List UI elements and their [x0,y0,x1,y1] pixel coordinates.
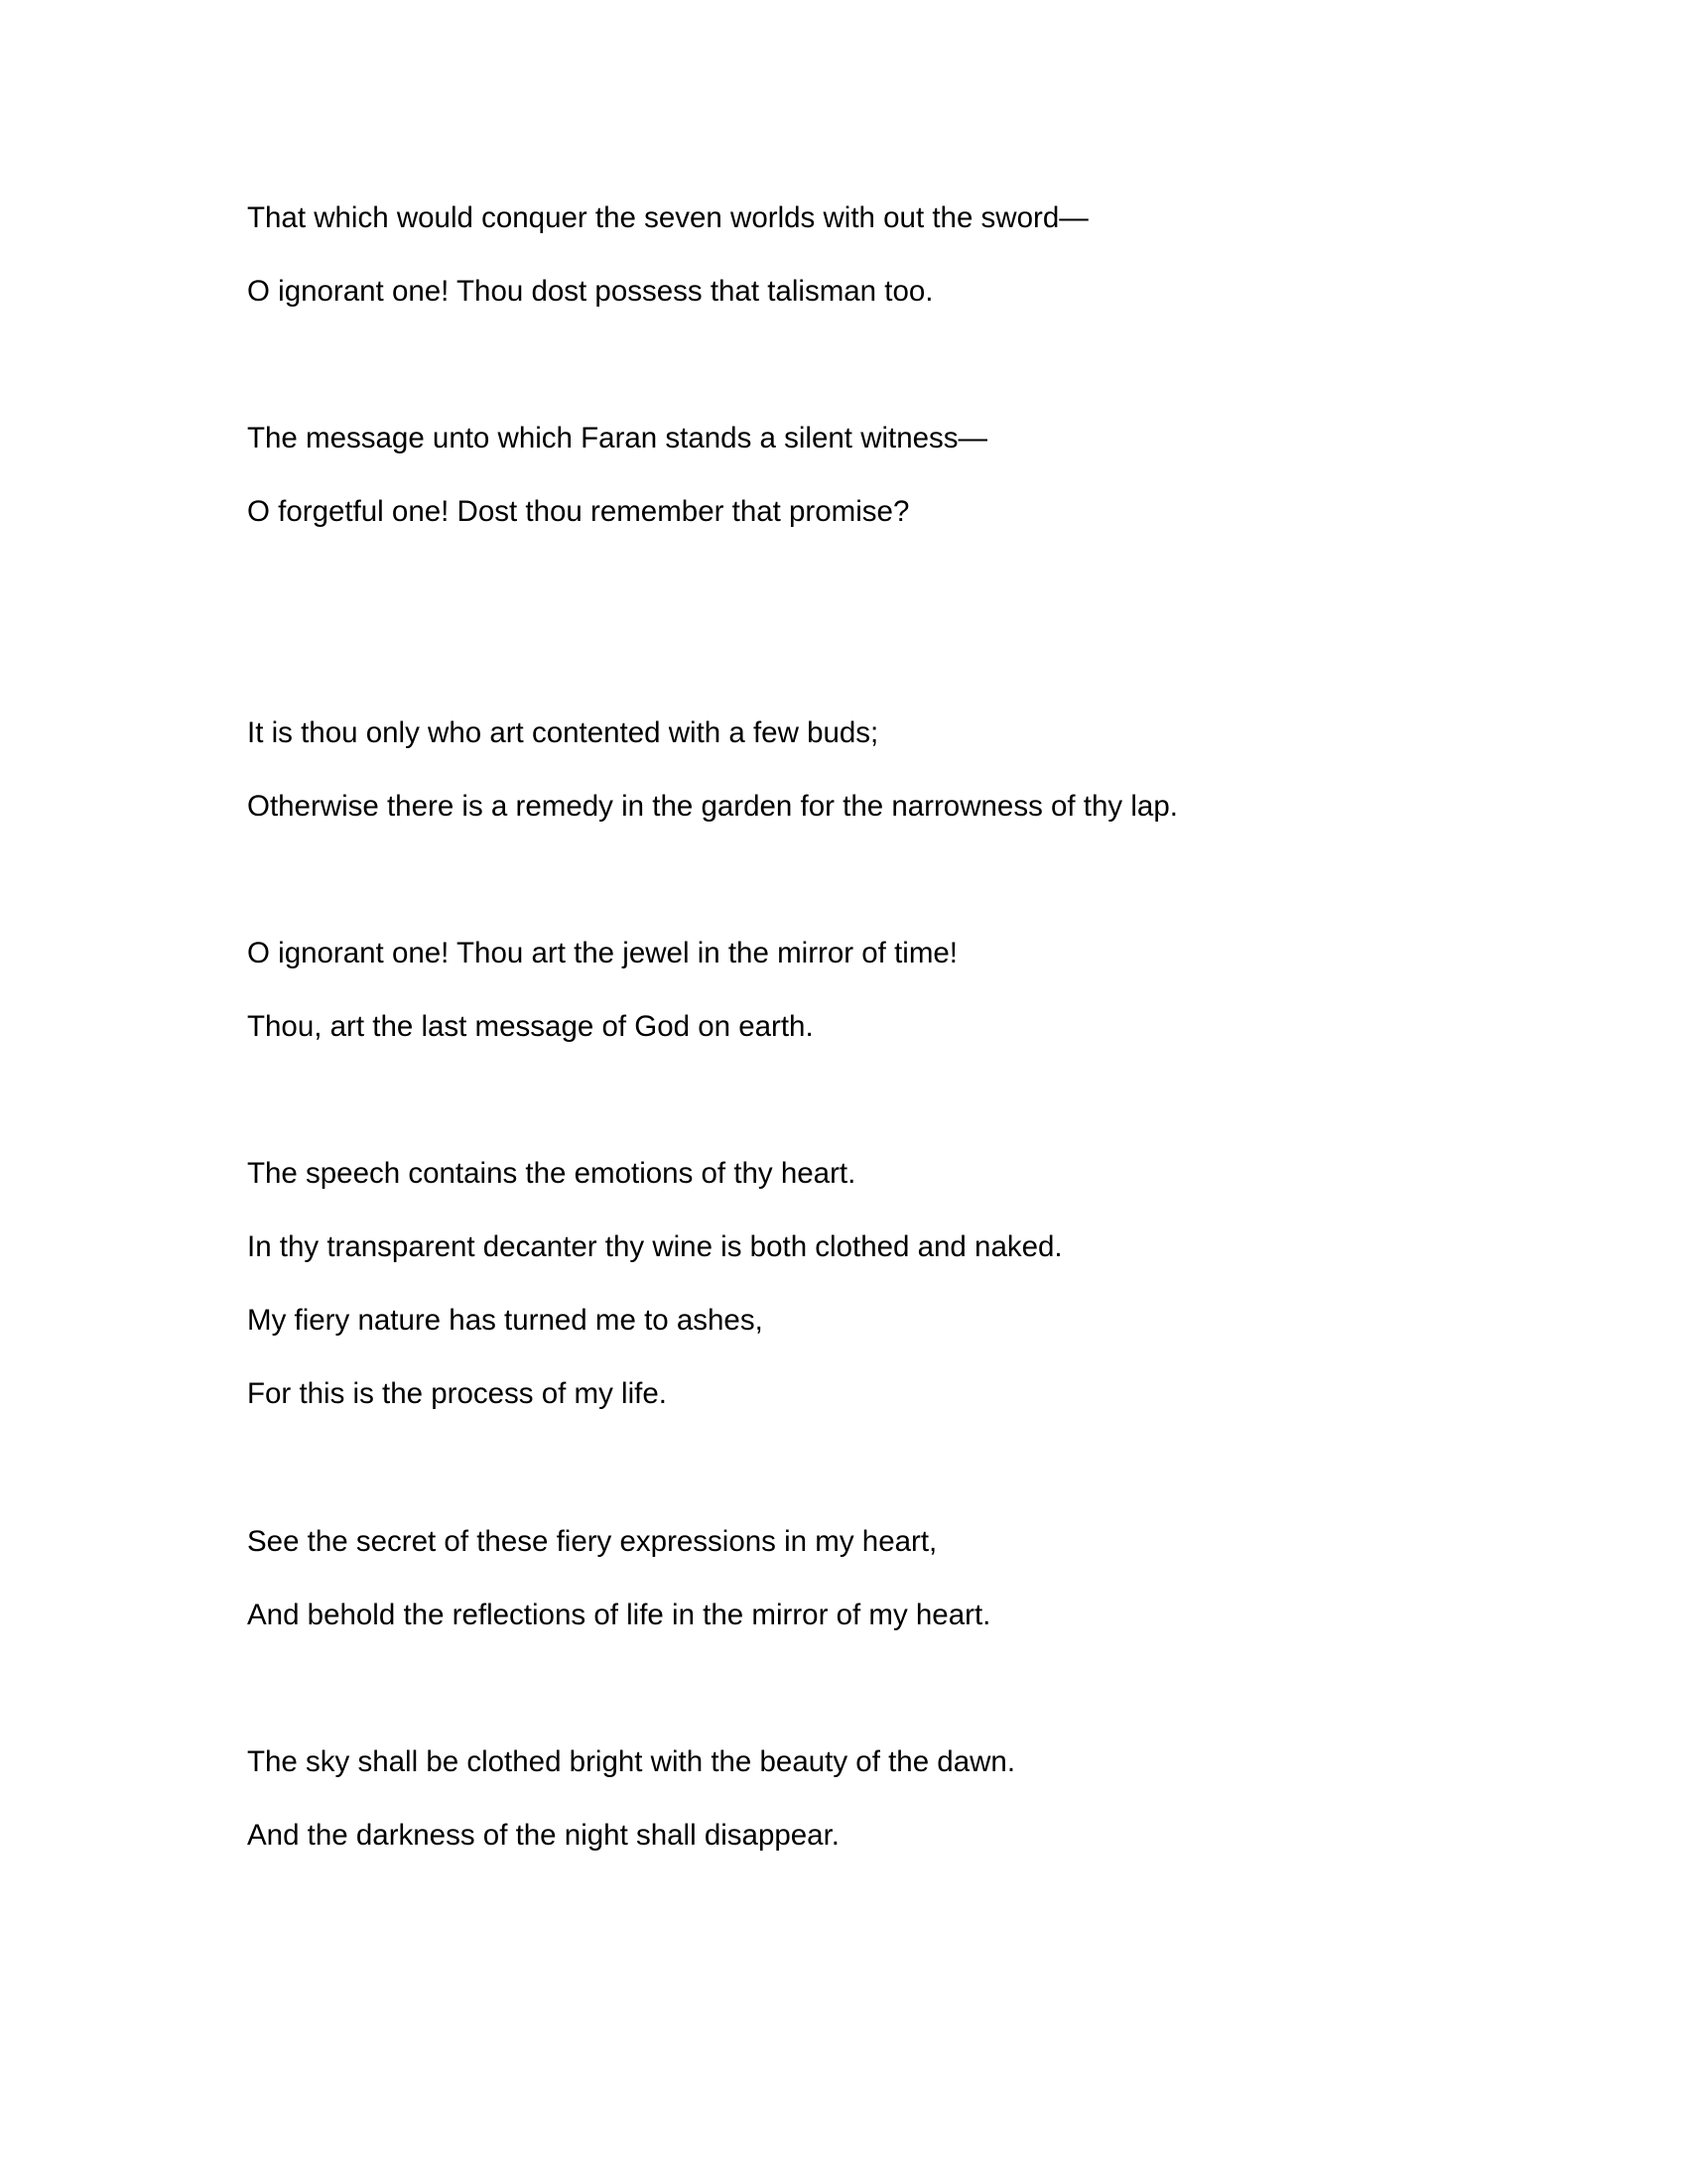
verse-line: And the darkness of the night shall disappear. [247,1819,840,1852]
verse-line: The sky shall be clothed bright with the beauty of the dawn. [247,1745,1016,1778]
verse-line: O forgetful one! Dost thou remember that promise? [247,495,910,528]
verse-line: That which would conquer the seven worlds with out the sword— [247,201,1089,234]
verse-line: The message unto which Faran stands a silent witness— [247,422,988,454]
verse-line: It is thou only who art contented with a few buds; [247,716,879,749]
verse-line: Otherwise there is a remedy in the garden for the narrowness of thy lap. [247,790,1178,823]
verse-line: See the secret of these fiery expressions in my heart, [247,1525,938,1558]
verse-line: Thou, art the last message of God on earth. [247,1010,814,1043]
verse-line: My fiery nature has turned me to ashes, [247,1304,763,1337]
verse-line: And behold the reflections of life in the mirror of my heart. [247,1599,991,1631]
verse-line: In thy transparent decanter thy wine is both clothed and naked. [247,1230,1063,1263]
verse-line: O ignorant one! Thou dost possess that talisman too. [247,275,934,308]
verse-line: O ignorant one! Thou art the jewel in the mirror of time! [247,937,958,969]
verse-line: The speech contains the emotions of thy heart. [247,1157,856,1190]
verse-line: For this is the process of my life. [247,1377,667,1410]
